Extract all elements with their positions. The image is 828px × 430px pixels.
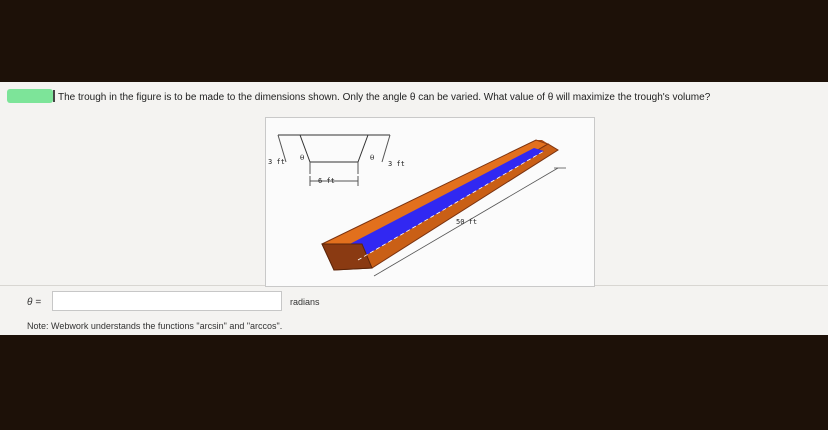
trough-diagram (266, 118, 594, 286)
label-side-left: 3 ft (268, 158, 285, 166)
label-theta-right: θ (370, 154, 375, 162)
answer-label: θ = (27, 297, 42, 308)
question-text: The trough in the figure is to be made to the dimensions shown. Only the angle θ can be varied. What value of θ will maximize the trough's volume? (58, 92, 711, 103)
trough-figure (265, 117, 595, 287)
label-side-right: 3 ft (388, 160, 405, 168)
webwork-note: Note: Webwork understands the functions "arcsin" and "arccos". (27, 321, 283, 331)
redaction-highlight (7, 89, 53, 103)
label-bottom-width: 6 ft (318, 177, 335, 185)
answer-unit: radians (290, 297, 320, 307)
label-theta-left: θ (300, 154, 305, 162)
label-length: 50 ft (456, 218, 478, 226)
text-cursor (53, 90, 55, 102)
theta-answer-input[interactable] (52, 291, 282, 311)
